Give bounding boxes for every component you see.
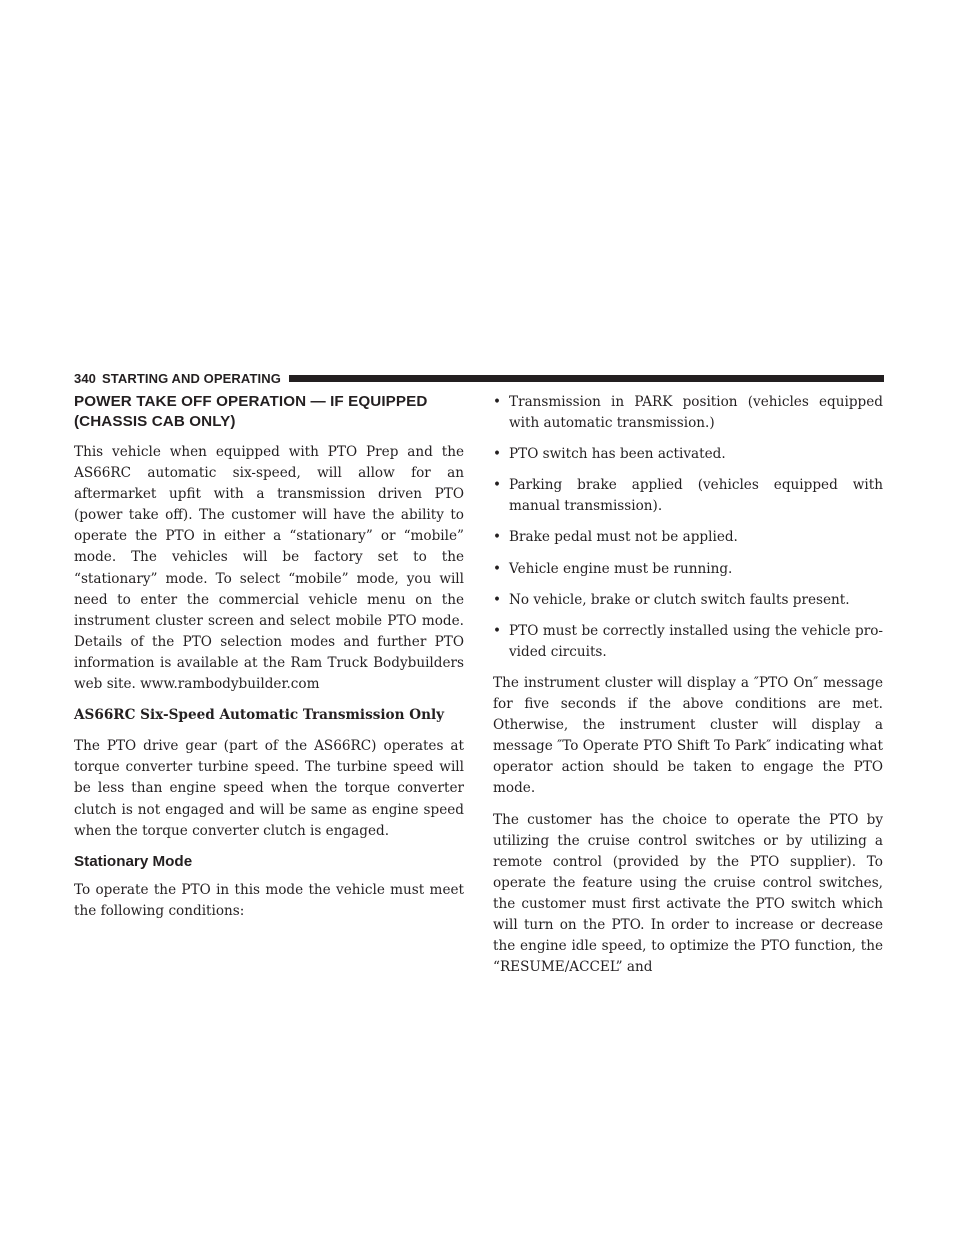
page-header (74, 369, 884, 387)
left-column (74, 392, 464, 932)
bullet-icon: • (493, 394, 502, 410)
list-item-text: Vehicle engine must be running. (509, 560, 733, 577)
list-item (493, 621, 883, 663)
list-item (493, 527, 883, 548)
list-item (493, 590, 883, 611)
conditions-list (493, 392, 883, 663)
bullet-icon: • (493, 622, 502, 639)
bullet-icon: • (493, 446, 502, 463)
section-title: STARTING AND OPERATING (102, 370, 281, 386)
intro-paragraph: This vehicle when equipped with PTO Prep and the AS66RC automatic six-speed, will allow for an aftermarket upfit with a transmission driven PTO (power take off). The customer will have the ability to operate the PTO in either a “stationary” or “mobile” mode. The vehicles will be factory set to the “stationary” mode. To select “mobile” mode, you will need to enter the commercial vehicle menu on the instrument cluster screen and select mobile PTO mode. Details of the PTO selection modes and further PTO information is available at the Ram Truck Bodybuilders web site. www.rambodybuilder.com (74, 444, 464, 693)
list-item-text: PTO switch has been activated. (509, 446, 726, 463)
list-item (493, 444, 883, 465)
bullet-icon: • (493, 477, 502, 494)
section-heading: POWER TAKE OFF OPERATION — IF EQUIPPED (CHASSIS CAB ONLY) (74, 393, 428, 430)
list-item-text: Parking brake applied (vehicles equipped with manual transmission). (509, 477, 883, 515)
stationary-mode-heading: Stationary Mode (74, 852, 193, 870)
transmission-subheading: AS66RC Six-Speed Automatic Transmission Only (74, 707, 445, 724)
list-item-text: PTO must be correctly installed using the vehicle pro- vided circuits. (509, 622, 883, 660)
drive-gear-paragraph: The PTO drive gear (part of the AS66RC) operates at torque converter turbine speed. The turbine speed will be less than engine speed when the torque converter clutch is not engaged and will be same as engine speed when the torque converter clutch is engaged. (74, 738, 464, 839)
bullet-icon: • (493, 560, 502, 577)
bullet-icon: • (493, 591, 502, 608)
stationary-mode-paragraph: To operate the PTO in this mode the vehicle must meet the following conditions: (74, 881, 464, 919)
list-item (493, 475, 883, 517)
page-number: 340 (74, 370, 96, 386)
list-item-text: Brake pedal must not be applied. (509, 529, 738, 546)
list-item-text: No vehicle, brake or clutch switch faults present. (509, 591, 850, 608)
list-item (493, 392, 883, 434)
header-rule (289, 375, 884, 382)
list-item-text: Transmission in PARK position (vehicles equipped with automatic transmission.) (509, 394, 883, 432)
list-item (493, 559, 883, 580)
right-column (493, 392, 883, 988)
bullet-icon: • (493, 529, 502, 546)
cluster-message-paragraph: The instrument cluster will display a ″PTO On″ message for five seconds if the above conditions are met. Otherwise, the instrument cluster will display a message ″To Operate PTO Shift To Park″ indicating what operator action should be taken to engage the PTO mode. (493, 674, 883, 797)
operation-choice-paragraph: The customer has the choice to operate the PTO by utilizing the cruise control switches or by utilizing a remote control (provided by the PTO supplier). To operate the feature using the cruise control switches, the customer must first activate the PTO switch which will turn on the PTO. In order to increase or decrease the engine idle speed, to optimize the PTO function, the “RESUME/ACCEL” and (493, 811, 883, 976)
